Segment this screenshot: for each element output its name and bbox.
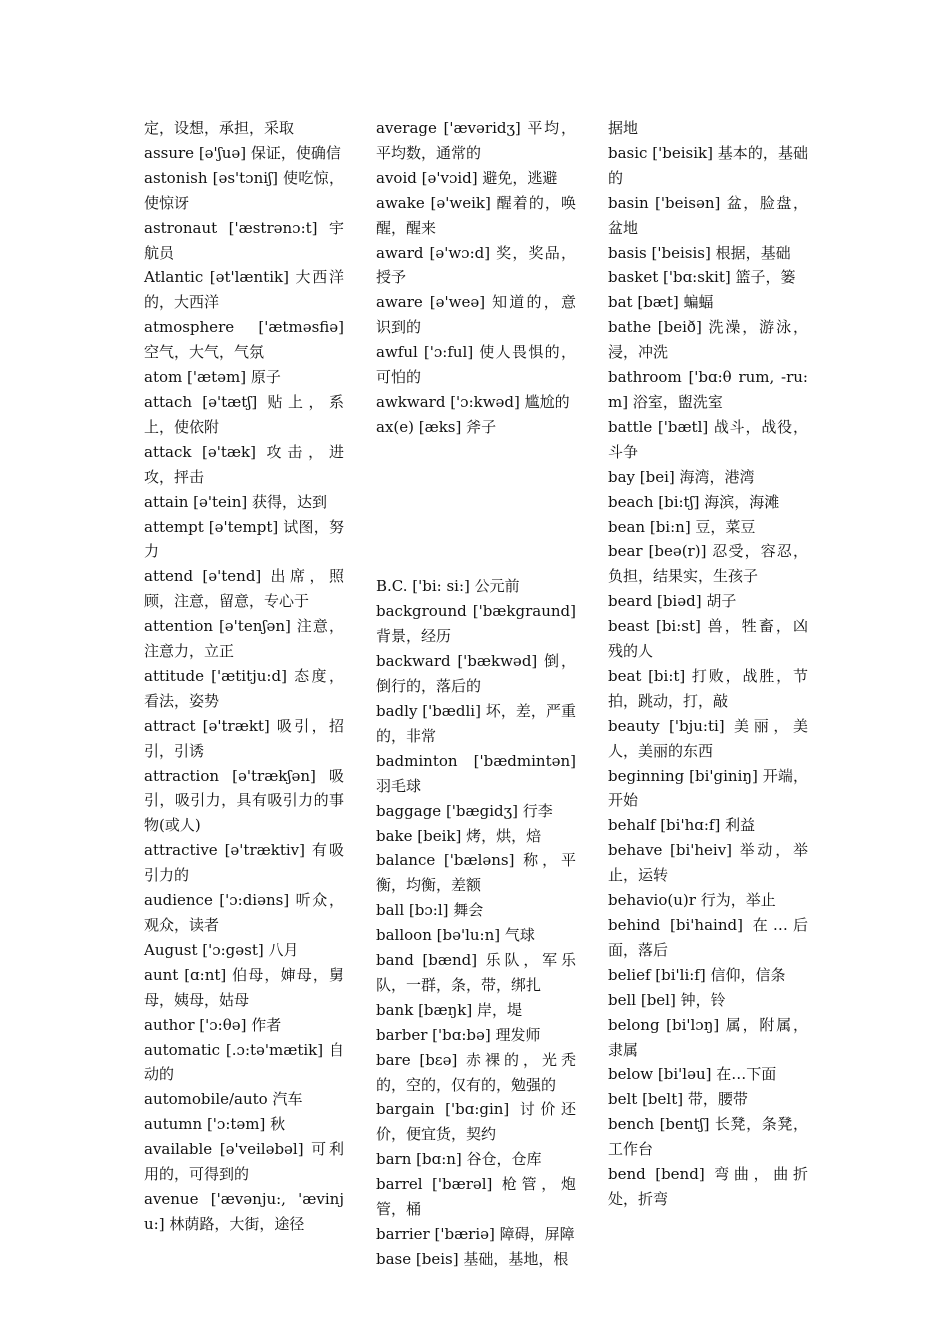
vocab-entry: assure [ə'ʃuə] 保证，使确信: [144, 143, 341, 162]
blank-line: [376, 495, 576, 520]
vocab-entry: astonish [əs'tɔniʃ] 使吃惊，使惊讶: [144, 168, 344, 212]
vocab-entry: average ['ævəridʒ] 平均，平均数，通常的: [376, 119, 576, 162]
vocab-entry: beginning [bi'giniŋ] 开端，开始: [608, 766, 808, 810]
vocab-entry: balloon [bə'lu:n] 气球: [376, 926, 535, 945]
vocab-entry: bathe [beið] 洗澡，游泳，浸，冲洗: [608, 318, 808, 362]
vocab-entry: belt [belt] 带，腰带: [608, 1090, 748, 1109]
vocab-entry: automatic [.ɔ:tə'mætik] 自动的: [144, 1040, 344, 1084]
vocab-entry: aware [ə'weə] 知道的，意识到的: [376, 293, 576, 337]
vocab-entry: beauty ['bju:ti] 美丽，美人，美丽的东西: [608, 716, 808, 760]
vocab-entry: base [beis] 基础，基地，根: [376, 1249, 569, 1268]
vocab-entry: Atlantic [ət'læntik] 大西洋的，大西洋: [144, 268, 344, 312]
vocab-entry: belong [bi'lɔŋ] 属，附属，隶属: [608, 1015, 808, 1059]
blank-line: [376, 455, 576, 480]
vocab-entry: bathroom ['bɑ:θ rum, -ru:m] 浴室，盥洗室: [608, 368, 808, 411]
vocab-entry: attractive [ə'træktiv] 有吸引力的: [144, 841, 344, 885]
vocab-entry: behavio(u)r 行为，举止: [608, 891, 776, 910]
vocab-entry: below [bi'ləu] 在…下面: [608, 1065, 777, 1084]
vocab-entry: attend [ə'tend] 出席，照顾，注意，留意，专心于: [144, 567, 344, 611]
vocab-entry: bargain ['bɑ:gin] 讨价还价，便宜货，契约: [376, 1100, 576, 1144]
vocab-entry: barrel ['bærəl] 枪管，炮管，桶: [376, 1175, 576, 1219]
vocab-entry: bank [bæŋk] 岸，堤: [376, 1000, 522, 1019]
vocab-entry: automobile/auto 汽车: [144, 1090, 303, 1109]
vocab-entry: bell [bel] 钟，铃: [608, 990, 726, 1009]
vocab-entry: ax(e) [æks] 斧子: [376, 417, 497, 436]
vocab-entry: author ['ɔ:θə] 作者: [144, 1015, 282, 1034]
vocab-entry: basket ['bɑ:skit] 篮子，篓: [608, 268, 796, 287]
vocab-entry: bat [bæt] 蝙蝠: [608, 293, 714, 312]
vocab-entry: aunt [ɑ:nt] 伯母，婶母，舅母，姨母，姑母: [144, 965, 344, 1009]
vocab-entry: awful ['ɔ:ful] 使人畏惧的，可怕的: [376, 343, 576, 387]
vocab-entry: available [ə'veiləbəl] 可利用的，可得到的: [144, 1140, 344, 1184]
vocab-entry: badminton ['bædmintən] 羽毛球: [376, 751, 576, 795]
vocab-entry: attract [ə'trækt] 吸引，招引，引诱: [144, 716, 344, 760]
vocab-entry: band [bænd] 乐队，军乐队，一群，条，带，绑扎: [376, 951, 576, 994]
vocab-entry: behind [bi'haind] 在…后面，落后: [608, 916, 808, 959]
vocab-entry: 据地: [608, 119, 639, 137]
vocab-entry: avoid [ə'vɔid] 避免，逃避: [376, 168, 558, 187]
vocab-entry: bend [bend] 弯曲，曲折处，折弯: [608, 1165, 808, 1208]
vocab-entry: backward ['bækwəd] 倒，倒行的，落后的: [376, 652, 576, 696]
vocab-entry: awake [ə'weik] 醒着的，唤醒，醒来: [376, 193, 576, 237]
vocab-entry: attack [ə'tæk] 攻击，进攻，抨击: [144, 442, 344, 486]
vocab-entry: attain [ə'tein] 获得，达到: [144, 492, 328, 511]
column-1: [144, 116, 344, 1237]
vocab-entry: behave [bi'heiv] 举动，举止，运转: [608, 841, 808, 885]
vocab-entry: basin ['beisən] 盆，脸盘，盆地: [608, 193, 808, 237]
vocab-entry: beast [bi:st] 兽，牲畜，凶残的人: [608, 617, 808, 661]
vocab-entry: bay [bei] 海湾，港湾: [608, 467, 755, 486]
blank-line: [376, 535, 576, 560]
vocab-entry: bean [bi:n] 豆，菜豆: [608, 517, 756, 536]
vocab-entry: belief [bi'li:f] 信仰，信条: [608, 965, 786, 984]
vocab-entry: attach [ə'tætʃ] 贴上，系上，使依附: [144, 392, 344, 436]
vocab-entry: bear [beə(r)] 忍受，容忍，负担，结果实，生孩子: [608, 542, 808, 586]
vocab-entry: beach [bi:tʃ] 海滨，海滩: [608, 492, 780, 511]
vocab-entry: badly ['bædli] 坏，差，严重的，非常: [376, 701, 576, 745]
vocab-entry: barrier ['bæriə] 障碍，屏障: [376, 1225, 575, 1244]
vocab-entry: B.C. ['bi: si:] 公元前: [376, 577, 520, 596]
vocab-entry: basic ['beisik] 基本的，基础的: [608, 143, 808, 187]
vocab-entry: August ['ɔ:gəst] 八月: [144, 940, 299, 959]
vocab-entry: awkward ['ɔ:kwəd] 尴尬的: [376, 392, 570, 411]
vocab-entry: basis ['beisis] 根据，基础: [608, 243, 791, 262]
vocab-entry: bake [beik] 烤，烘，焙: [376, 826, 542, 845]
vocab-entry: baggage ['bægidʒ] 行李: [376, 801, 553, 820]
vocab-entry: behalf [bi'hɑ:f] 利益: [608, 816, 756, 835]
vocab-entry: attempt [ə'tempt] 试图，努力: [144, 517, 344, 561]
vocab-entry: balance ['bæləns] 称，平衡，均衡，差额: [376, 851, 576, 895]
vocab-entry: beat [bi:t] 打败，战胜，节拍，跳动，打，敲: [608, 666, 808, 710]
vocab-entry: attraction [ə'trækʃən] 吸引，吸引力，具有吸引力的事物(或人): [144, 766, 344, 835]
vocab-entry: beard [biəd] 胡子: [608, 592, 737, 611]
vocab-entry: ball [bɔ:l] 舞会: [376, 901, 484, 920]
vocab-entry: attitude ['ætitju:d] 态度，看法，姿势: [144, 666, 344, 710]
vocab-entry: autumn ['ɔ:təm] 秋: [144, 1115, 286, 1134]
vocab-entry: attention [ə'tenʃən] 注意，注意力，立正: [144, 617, 344, 661]
vocab-entry: award [ə'wɔ:d] 奖，奖品，授予: [376, 243, 576, 287]
vocab-entry: 定，设想，承担，采取: [144, 119, 295, 137]
vocab-entry: astronaut ['æstrənɔ:t] 宇航员: [144, 218, 344, 262]
vocab-entry: battle ['bætl] 战斗，战役，斗争: [608, 417, 808, 461]
vocab-entry: atmosphere ['ætməsfiə] 空气，大气，气氛: [144, 318, 344, 362]
vocab-entry: bare [bɛə] 赤裸的，光秃的，空的，仅有的，勉强的: [376, 1050, 576, 1094]
vocab-entry: barber ['bɑ:bə] 理发师: [376, 1025, 541, 1044]
vocab-entry: barn [bɑ:n] 谷仓，仓库: [376, 1150, 542, 1169]
vocab-entry: background ['bækgraund] 背景，经历: [376, 602, 576, 646]
vocab-entry: bench [bentʃ] 长凳，条凳，工作台: [608, 1115, 808, 1159]
vocab-entry: avenue ['ævənju:, 'ævinju:] 林荫路，大街，途径: [144, 1189, 344, 1233]
vocab-entry: atom ['ætəm] 原子: [144, 368, 281, 387]
vocab-entry: audience ['ɔ:diəns] 听众，观众，读者: [144, 891, 344, 934]
column-3: [608, 116, 808, 1212]
column-2: [376, 116, 576, 1272]
